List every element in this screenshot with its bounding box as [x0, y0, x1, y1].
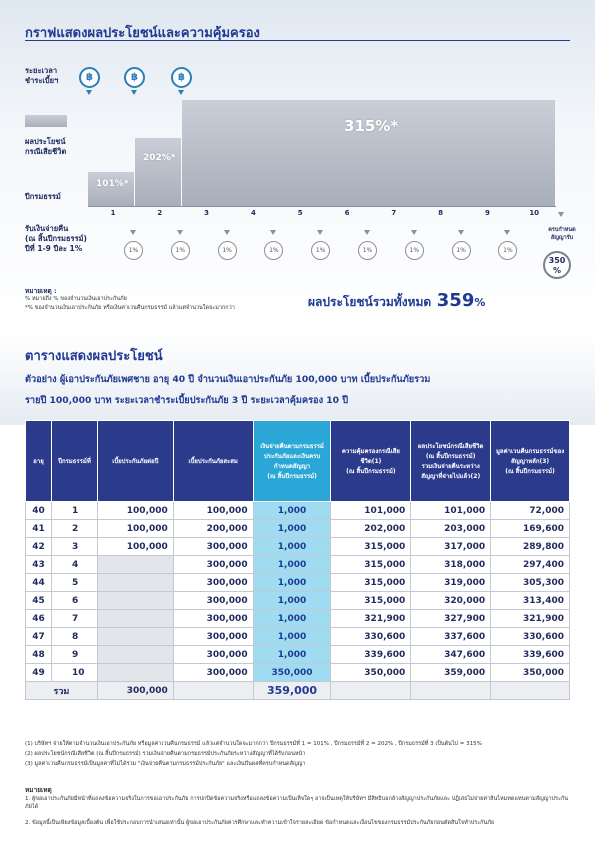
cell-age: 48 [26, 646, 52, 664]
cell-cumulative-premium: 200,000 [173, 520, 253, 538]
cell-death-benefit: 327,900 [411, 610, 491, 628]
cell-annual-premium [97, 646, 173, 664]
cell-annual-premium: 100,000 [97, 520, 173, 538]
cell-death-coverage: 315,000 [331, 538, 411, 556]
sum-cash-back: 359,000 [253, 682, 331, 700]
cell-death-benefit: 319,000 [411, 574, 491, 592]
cell-policy-year: 9 [51, 646, 97, 664]
legend-swatch [25, 115, 67, 127]
footnote-1: (1) บริษัทฯ จ่ายให้ตามจำนวนเงินเอาประกันภัย หรือมูลค่าเวนคืนกรมธรรม์ แล้วแต่จำนวนใดจะมากกว่า ปีกรมธรรม์ที่ 1 = 101% , ปีกรมธรรม์ที่ 2 = 202% , ปีกรมธรรม์ที่ 3 เป็นต้นไป = 315% [25, 741, 482, 747]
footnote-3: (3) มูลค่าเวนคืนกรมธรรม์เป็นมูลค่าที่ไม่ได้รวม "เงินจ่ายคืนตามกรมธรรม์ประกันภัย" และเงินปันผลที่ครบกำหนดสัญญา [25, 761, 306, 767]
death-benefit-label: ผลประโยชน์ กรณีเสียชีวิต [25, 137, 67, 156]
data-label-year1: 101%* [96, 179, 129, 189]
baht-coin-icon: ฿ [171, 67, 192, 88]
cell-death-coverage: 350,000 [331, 664, 411, 682]
table-row [26, 556, 570, 574]
cell-age: 47 [26, 628, 52, 646]
remarks-title: หมายเหตุ [25, 786, 52, 794]
cell-cash-back: 1,000 [253, 592, 331, 610]
cell-death-coverage: 202,000 [331, 520, 411, 538]
cell-death-coverage: 321,900 [331, 610, 411, 628]
policy-year-label: ปีกรมธรรม์ [25, 192, 61, 201]
cell-annual-premium [97, 556, 173, 574]
cash-back-badge: 1% [498, 241, 517, 260]
arrow-down-icon [558, 212, 564, 217]
sum-empty-cell [411, 682, 491, 700]
arrow-down-icon [458, 230, 464, 235]
sum-empty-cell [173, 682, 253, 700]
cash-back-badge: 1% [218, 241, 237, 260]
header-policy-year: ปีกรมธรรม์ที่ [51, 421, 97, 502]
table-row [26, 664, 570, 682]
cell-annual-premium [97, 664, 173, 682]
x-tick-label: 7 [391, 209, 397, 217]
cell-cumulative-premium: 300,000 [173, 592, 253, 610]
x-tick-label: 1 [110, 209, 116, 217]
x-tick-label: 9 [484, 209, 490, 217]
cell-cash-back: 1,000 [253, 538, 331, 556]
cash-back-badge: 1% [124, 241, 143, 260]
chart-title: กราฟแสดงผลประโยชน์และความคุ้มครอง [25, 26, 260, 41]
cell-death-coverage: 339,600 [331, 646, 411, 664]
arrow-down-icon [504, 230, 510, 235]
arrow-down-icon [130, 230, 136, 235]
cell-cash-back: 1,000 [253, 646, 331, 664]
cell-annual-premium [97, 592, 173, 610]
chart-bar [135, 138, 181, 206]
cash-back-badge: 1% [452, 241, 471, 260]
cell-age: 45 [26, 592, 52, 610]
cell-age: 46 [26, 610, 52, 628]
cell-age: 42 [26, 538, 52, 556]
sum-premium: 300,000 [97, 682, 173, 700]
table-header-row [26, 421, 570, 502]
table-row [26, 520, 570, 538]
sum-empty-cell [491, 682, 570, 700]
cell-surrender-value: 297,400 [491, 556, 570, 574]
cell-age: 44 [26, 574, 52, 592]
maturity-label: ครบกำหนด สัญญารับ [548, 227, 576, 241]
remark-1: 1. ผู้ขอเอาประกันภัยมีหน้าที่แถลงข้อความจริงในการขอเอาประกันภัย การปกปิดข้อความจริงหรือแถลงข้อความเป็นเท็จใดๆ อาจเป็นเหตุให้บริษัทฯ มีสิทธิบอกล้างสัญญาประกันภัยและ ปฏิเสธไม่จ่ายค่าสินไหมทดแทนตามสัญญาประกันภัยได้ [25, 796, 569, 810]
cell-death-coverage: 101,000 [331, 502, 411, 520]
cash-back-badge: 1% [358, 241, 377, 260]
cell-cumulative-premium: 100,000 [173, 502, 253, 520]
cell-cash-back: 1,000 [253, 574, 331, 592]
cell-cash-back: 1,000 [253, 610, 331, 628]
benefit-table [25, 420, 570, 700]
cell-death-coverage: 330,600 [331, 628, 411, 646]
header-age: อายุ [26, 421, 52, 502]
data-label-year2: 202%* [143, 153, 176, 163]
cell-cash-back: 350,000 [253, 664, 331, 682]
cell-death-coverage: 315,000 [331, 574, 411, 592]
payment-period-label: ระยะเวลา ชำระเบี้ยฯ [25, 66, 59, 85]
cell-cumulative-premium: 300,000 [173, 610, 253, 628]
cell-cash-back: 1,000 [253, 556, 331, 574]
cell-age: 49 [26, 664, 52, 682]
cash-back-badge: 1% [264, 241, 283, 260]
maturity-badge: 350 % [543, 251, 571, 279]
cell-surrender-value: 305,300 [491, 574, 570, 592]
arrow-down-icon [178, 90, 184, 95]
cell-annual-premium: 100,000 [97, 538, 173, 556]
table-title: ตารางแสดงผลประโยชน์ [25, 349, 163, 364]
cell-policy-year: 7 [51, 610, 97, 628]
example-line-1: ตัวอย่าง ผู้เอาประกันภัยเพศชาย อายุ 40 ปี จำนวนเงินเอาประกันภัย 100,000 บาท เบี้ยประกันภัยรวม [25, 374, 431, 385]
cell-death-coverage: 315,000 [331, 556, 411, 574]
cell-death-benefit: 318,000 [411, 556, 491, 574]
table-row [26, 646, 570, 664]
cell-policy-year: 6 [51, 592, 97, 610]
arrow-down-icon [411, 230, 417, 235]
table-row [26, 628, 570, 646]
cash-back-label: รับเงินจ่ายคืน (ณ สิ้นปีกรมธรรม์) ปีที่ 1-9 ปีละ 1% [25, 224, 87, 253]
cell-cumulative-premium: 300,000 [173, 556, 253, 574]
header-cumulative-premium: เบี้ยประกันภัยสะสม [173, 421, 253, 502]
cell-policy-year: 3 [51, 538, 97, 556]
cell-policy-year: 5 [51, 574, 97, 592]
data-label-year3-plus: 315%* [344, 117, 399, 135]
x-tick-label: 8 [438, 209, 444, 217]
cell-death-benefit: 347,600 [411, 646, 491, 664]
x-tick-label: 2 [157, 209, 163, 217]
x-tick-label: 4 [250, 209, 256, 217]
notes-title: หมายเหตุ : [25, 287, 57, 295]
cell-policy-year: 4 [51, 556, 97, 574]
table-row [26, 610, 570, 628]
cell-surrender-value: 321,900 [491, 610, 570, 628]
total-unit: % [474, 296, 486, 309]
cell-cumulative-premium: 300,000 [173, 646, 253, 664]
x-tick-label: 10 [529, 209, 540, 217]
x-tick-label: 3 [204, 209, 210, 217]
cell-policy-year: 10 [51, 664, 97, 682]
cell-cash-back: 1,000 [253, 502, 331, 520]
cell-policy-year: 8 [51, 628, 97, 646]
cell-cumulative-premium: 300,000 [173, 664, 253, 682]
x-tick-label: 6 [344, 209, 350, 217]
footnote-2: (2) ผลประโยชน์กรณีเสียชีวิต (ณ สิ้นปีกรมธรรม์) รวมเงินจ่ายคืนตามกรมธรรม์ประกันภัยระหว่างสัญญาที่ได้รับก่อนหน้า [25, 751, 306, 757]
header-cash-back: เงินจ่ายคืนตามกรมธรรม์ประกันภัยและเงินครบกำหนดสัญญา (ณ สิ้นปีกรมธรรม์) [253, 421, 331, 502]
example-line-2: รายปี 100,000 บาท ระยะเวลาชำระเบี้ยประกันภัย 3 ปี ระยะเวลาคุ้มครอง 10 ปี [25, 395, 349, 406]
cell-cumulative-premium: 300,000 [173, 574, 253, 592]
arrow-down-icon [364, 230, 370, 235]
cell-policy-year: 2 [51, 520, 97, 538]
cell-surrender-value: 350,000 [491, 664, 570, 682]
cell-age: 43 [26, 556, 52, 574]
cell-death-coverage: 315,000 [331, 592, 411, 610]
sum-label: รวม [26, 682, 98, 700]
header-death-coverage: ความคุ้มครองกรณีเสียชีวิต(1) (ณ สิ้นปีกรมธรรม์) [331, 421, 411, 502]
cell-death-benefit: 317,000 [411, 538, 491, 556]
cash-back-badge: 1% [171, 241, 190, 260]
arrow-down-icon [224, 230, 230, 235]
arrow-down-icon [317, 230, 323, 235]
baht-coin-icon: ฿ [79, 67, 100, 88]
table-row [26, 538, 570, 556]
x-axis [88, 206, 556, 207]
table-row [26, 592, 570, 610]
cell-age: 40 [26, 502, 52, 520]
cell-cash-back: 1,000 [253, 628, 331, 646]
cell-death-benefit: 359,000 [411, 664, 491, 682]
cell-surrender-value: 313,400 [491, 592, 570, 610]
header-surrender-value: มูลค่าเวนคืนกรมธรรม์ของสัญญาหลัก(3) (ณ สิ้นปีกรมธรรม์) [491, 421, 570, 502]
cell-death-benefit: 320,000 [411, 592, 491, 610]
cell-death-benefit: 337,600 [411, 628, 491, 646]
cell-surrender-value: 169,600 [491, 520, 570, 538]
cell-cumulative-premium: 300,000 [173, 538, 253, 556]
sum-empty-cell [331, 682, 411, 700]
cash-back-badge: 1% [405, 241, 424, 260]
cell-annual-premium [97, 574, 173, 592]
note-2: *% ของจำนวนเงินเอาประกันภัย หรือเงินค่าเวนคืนกรมธรรม์ แล้วแต่จำนวนใดจะมากกว่า [25, 305, 235, 311]
total-benefit [308, 290, 485, 312]
arrow-down-icon [131, 90, 137, 95]
cash-back-badge: 1% [311, 241, 330, 260]
table-row [26, 574, 570, 592]
chart-bar [182, 100, 555, 206]
note-1: % หมายถึง % ของจำนวนเงินเอาประกันภัย [25, 296, 127, 302]
cell-annual-premium [97, 628, 173, 646]
x-tick-label: 5 [297, 209, 303, 217]
header-death-benefit: ผลประโยชน์กรณีเสียชีวิต (ณ สิ้นปีกรมธรรม์) รวมเงินจ่ายคืนระหว่างสัญญาที่จ่ายไปแล้ว(2) [411, 421, 491, 502]
header-annual-premium: เบี้ยประกันภัยต่อปี [97, 421, 173, 502]
cell-annual-premium [97, 610, 173, 628]
arrow-down-icon [86, 90, 92, 95]
cell-annual-premium: 100,000 [97, 502, 173, 520]
cell-surrender-value: 330,600 [491, 628, 570, 646]
title-underline [25, 40, 570, 41]
table-sum-row [26, 682, 570, 700]
cell-surrender-value: 289,800 [491, 538, 570, 556]
cell-cumulative-premium: 300,000 [173, 628, 253, 646]
cell-death-benefit: 203,000 [411, 520, 491, 538]
arrow-down-icon [270, 230, 276, 235]
arrow-down-icon [177, 230, 183, 235]
total-label: ผลประโยชน์รวมทั้งหมด [308, 295, 432, 309]
table-row [26, 502, 570, 520]
cell-death-benefit: 101,000 [411, 502, 491, 520]
remark-2: 2. ข้อมูลนี้เป็นเพียงข้อมูลเบื้องต้น เพื่อใช้ประกอบการนำเสนอเท่านั้น ผู้ขอเอาประกันภัยควรศึกษาและทำความเข้าใจรายละเอียด ข้อกำหนดและเงื่อนไขของกรมธรรม์ประกันภัยก่อนตัดสินใจทำประกันภัย [25, 820, 495, 826]
cell-cash-back: 1,000 [253, 520, 331, 538]
total-value: 359 [436, 290, 475, 311]
baht-coin-icon: ฿ [124, 67, 145, 88]
cell-surrender-value: 72,000 [491, 502, 570, 520]
cell-surrender-value: 339,600 [491, 646, 570, 664]
cell-age: 41 [26, 520, 52, 538]
cell-policy-year: 1 [51, 502, 97, 520]
table-body [26, 502, 570, 682]
